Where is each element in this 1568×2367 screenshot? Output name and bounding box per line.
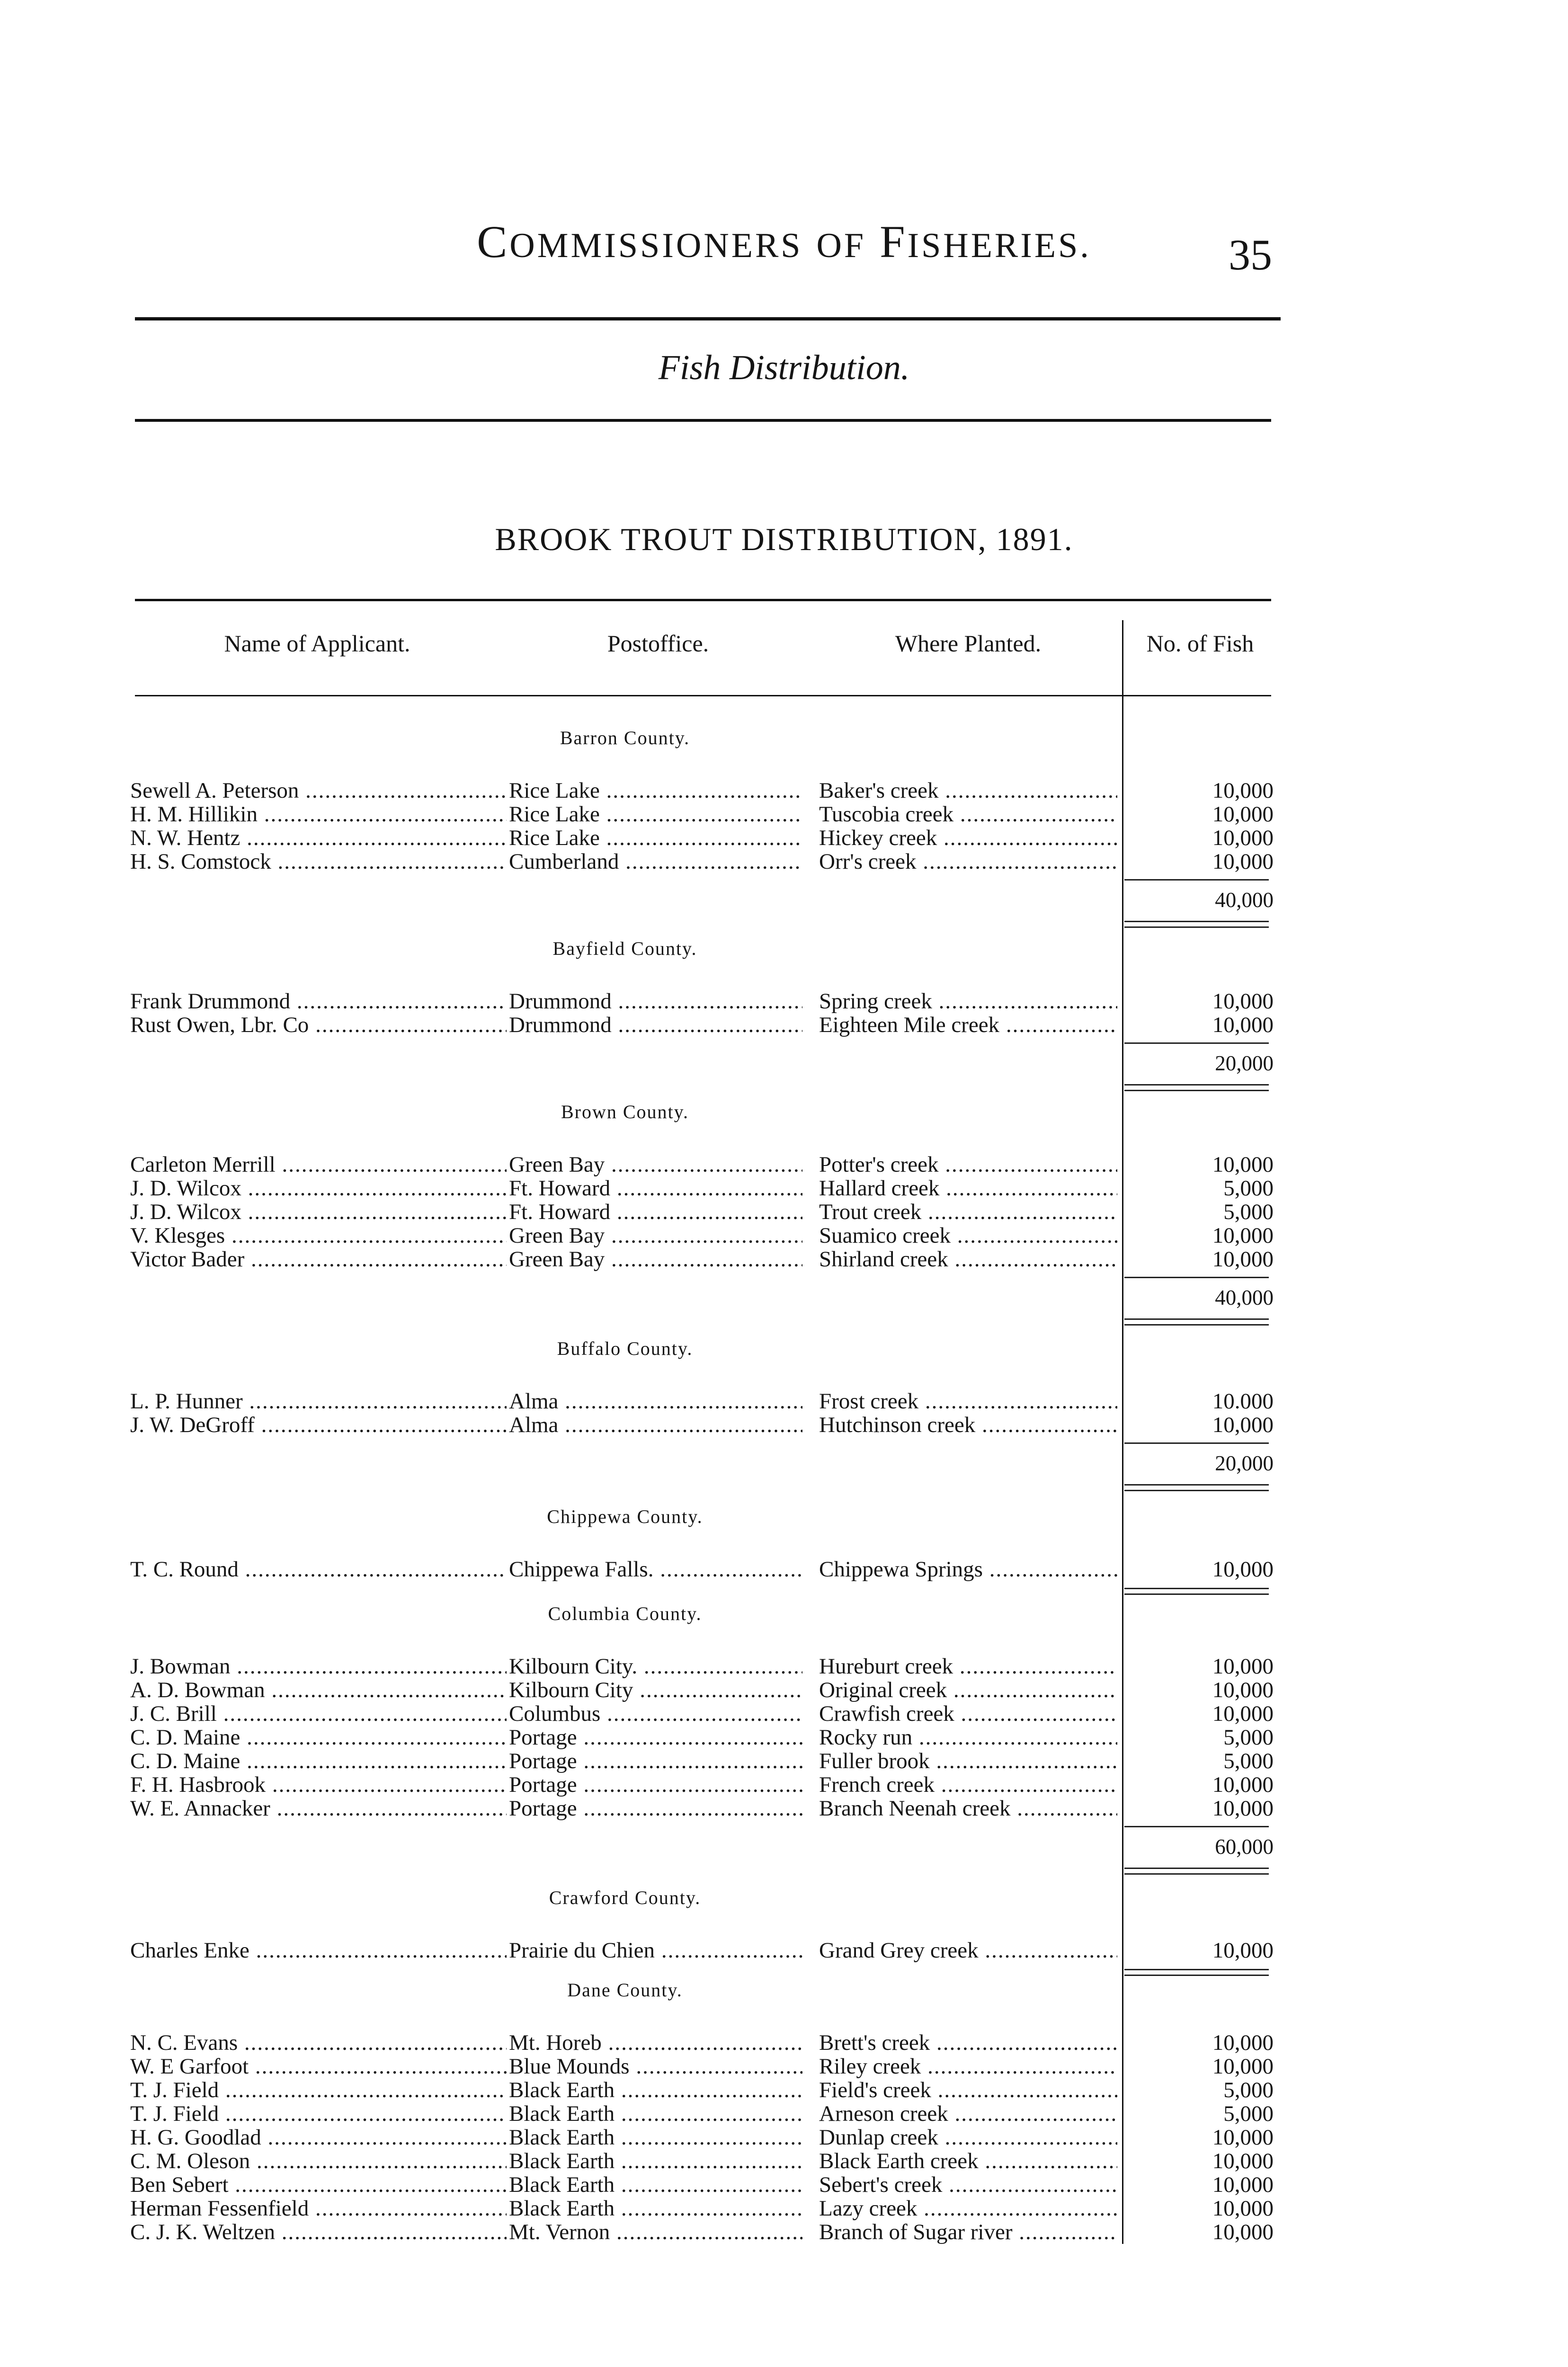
where-planted: Eighteen Mile creek ..... <box>819 1013 1117 1037</box>
applicant-name: Herman Fessenfield ..... <box>130 2197 507 2220</box>
county-heading: Dane County. <box>567 1979 683 2001</box>
postoffice: Blue Mounds ..... <box>509 2055 802 2078</box>
column-header-postoffice: Postoffice. <box>607 630 709 657</box>
fish-count: 10,000 <box>1212 1678 1274 1702</box>
fish-count: 10,000 <box>1212 2149 1274 2173</box>
postoffice: Prairie du Chien ..... <box>509 1939 802 1962</box>
postoffice: Mt. Horeb ..... <box>509 2031 802 2055</box>
fish-count: 5,000 <box>1223 1726 1274 1749</box>
postoffice: Drummond ..... <box>509 989 802 1013</box>
postoffice: Mt. Vernon ..... <box>509 2220 802 2244</box>
applicant-name: N. C. Evans ..... <box>130 2031 507 2055</box>
fish-count: 10,000 <box>1212 2173 1274 2197</box>
fish-count: 10,000 <box>1212 1557 1274 1581</box>
table-row <box>0 1013 1568 1037</box>
county-heading: Bayfield County. <box>552 938 697 959</box>
top-rule <box>135 317 1281 320</box>
postoffice: Ft. Howard ..... <box>509 1176 802 1200</box>
fish-count: 10,000 <box>1212 850 1274 873</box>
postoffice: Rice Lake ..... <box>509 826 802 850</box>
column-header-where: Where Planted. <box>895 630 1042 657</box>
fish-count: 5,000 <box>1223 2078 1274 2102</box>
fish-count: 10,000 <box>1212 2197 1274 2220</box>
county-heading: Chippewa County. <box>547 1506 703 1527</box>
subtotal-rule <box>1124 1826 1269 1827</box>
postoffice: Drummond ..... <box>509 1013 802 1037</box>
total-double-rule <box>1124 926 1269 928</box>
header-rule <box>135 695 1271 696</box>
where-planted: Hickey creek ..... <box>819 826 1117 850</box>
postoffice: Black Earth ..... <box>509 2102 802 2126</box>
postoffice: Cumberland ..... <box>509 850 802 873</box>
applicant-name: J. D. Wilcox ..... <box>130 1200 507 1224</box>
county-total: 40,000 <box>1215 1286 1274 1309</box>
table-row <box>0 1153 1568 1176</box>
applicant-name: W. E Garfoot ..... <box>130 2055 507 2078</box>
where-planted: Frost creek ..... <box>819 1389 1117 1413</box>
where-planted: Potter's creek ..... <box>819 1153 1117 1176</box>
fish-count: 10,000 <box>1212 1655 1274 1678</box>
county-heading: Brown County. <box>561 1101 689 1122</box>
postoffice: Portage ..... <box>509 1749 802 1773</box>
where-planted: Grand Grey creek ..... <box>819 1939 1117 1962</box>
table-row <box>0 2031 1568 2055</box>
applicant-name: T. J. Field ..... <box>130 2078 507 2102</box>
total-double-rule <box>1124 1873 1269 1875</box>
fish-count: 10,000 <box>1212 1413 1274 1437</box>
fish-count: 10,000 <box>1212 1224 1274 1247</box>
postoffice: Black Earth ..... <box>509 2078 802 2102</box>
where-planted: Black Earth creek ..... <box>819 2149 1117 2173</box>
table-top-rule <box>135 599 1271 601</box>
county-total: 40,000 <box>1215 888 1274 912</box>
where-planted: Brett's creek ..... <box>819 2031 1117 2055</box>
row-double-rule <box>1124 1593 1269 1595</box>
applicant-name: J. Bowman ..... <box>130 1655 507 1678</box>
total-double-rule <box>1124 921 1269 922</box>
table-row <box>0 2173 1568 2197</box>
section-title: Fish Distribution. <box>658 348 910 387</box>
row-double-rule <box>1124 1975 1269 1976</box>
where-planted: Arneson creek ..... <box>819 2102 1117 2126</box>
fish-count: 10,000 <box>1212 826 1274 850</box>
where-planted: Branch of Sugar river ..... <box>819 2220 1117 2244</box>
applicant-name: N. W. Hentz ..... <box>130 826 507 850</box>
postoffice: Rice Lake ..... <box>509 779 802 802</box>
fish-count: 10,000 <box>1212 2220 1274 2244</box>
where-planted: Shirland creek ..... <box>819 1247 1117 1271</box>
postoffice: Rice Lake ..... <box>509 802 802 826</box>
applicant-name: W. E. Annacker ..... <box>130 1797 507 1820</box>
table-row <box>0 1797 1568 1820</box>
postoffice: Chippewa Falls. ..... <box>509 1557 802 1581</box>
applicant-name: T. J. Field ..... <box>130 2102 507 2126</box>
table-row <box>0 850 1568 873</box>
where-planted: Hallard creek ..... <box>819 1176 1117 1200</box>
fish-count: 10,000 <box>1212 1247 1274 1271</box>
fish-count: 5,000 <box>1223 1176 1274 1200</box>
applicant-name: Rust Owen, Lbr. Co ..... <box>130 1013 507 1037</box>
applicant-name: C. D. Maine ..... <box>130 1726 507 1749</box>
total-double-rule <box>1124 1084 1269 1086</box>
postoffice: Alma ..... <box>509 1413 802 1437</box>
fish-count: 10,000 <box>1212 2126 1274 2149</box>
table-row <box>0 2220 1568 2244</box>
total-double-rule <box>1124 1868 1269 1869</box>
county-heading: Crawford County. <box>549 1887 701 1908</box>
where-planted: Baker's creek ..... <box>819 779 1117 802</box>
table-row <box>0 1200 1568 1224</box>
table-row <box>0 1247 1568 1271</box>
postoffice: Black Earth ..... <box>509 2173 802 2197</box>
total-double-rule <box>1124 1490 1269 1491</box>
fish-count: 10,000 <box>1212 2031 1274 2055</box>
page-number: 35 <box>1229 231 1272 279</box>
where-planted: Orr's creek ..... <box>819 850 1117 873</box>
section-rule <box>135 419 1271 422</box>
total-double-rule <box>1124 1318 1269 1320</box>
fish-count: 5,000 <box>1223 1749 1274 1773</box>
subtotal-rule <box>1124 879 1269 881</box>
table-row <box>0 1702 1568 1726</box>
where-planted: Branch Neenah creek ..... <box>819 1797 1117 1820</box>
table-row <box>0 2197 1568 2220</box>
table-row <box>0 2126 1568 2149</box>
fish-count: 10,000 <box>1212 1013 1274 1037</box>
where-planted: Hutchinson creek ..... <box>819 1413 1117 1437</box>
fish-count: 10,000 <box>1212 989 1274 1013</box>
where-planted: Rocky run ..... <box>819 1726 1117 1749</box>
table-row <box>0 1176 1568 1200</box>
table-row <box>0 1939 1568 1962</box>
fish-count: 10,000 <box>1212 1153 1274 1176</box>
table-row <box>0 1557 1568 1581</box>
postoffice: Green Bay ..... <box>509 1247 802 1271</box>
postoffice: Black Earth ..... <box>509 2197 802 2220</box>
where-planted: French creek ..... <box>819 1773 1117 1797</box>
applicant-name: Sewell A. Peterson ..... <box>130 779 507 802</box>
postoffice: Ft. Howard ..... <box>509 1200 802 1224</box>
applicant-name: Ben Sebert ..... <box>130 2173 507 2197</box>
applicant-name: J. W. DeGroff ..... <box>130 1413 507 1437</box>
postoffice: Columbus ..... <box>509 1702 802 1726</box>
where-planted: Sebert's creek ..... <box>819 2173 1117 2197</box>
applicant-name: J. D. Wilcox ..... <box>130 1176 507 1200</box>
table-row <box>0 2102 1568 2126</box>
total-double-rule <box>1124 1090 1269 1091</box>
where-planted: Fuller brook ..... <box>819 1749 1117 1773</box>
row-double-rule <box>1124 1588 1269 1589</box>
county-heading: Barron County. <box>560 727 690 748</box>
column-header-count: No. of Fish <box>1146 630 1254 657</box>
postoffice: Kilbourn City. ..... <box>509 1655 802 1678</box>
where-planted: Crawfish creek ..... <box>819 1702 1117 1726</box>
table-title: BROOK TROUT DISTRIBUTION, 1891. <box>495 521 1073 557</box>
county-heading: Columbia County. <box>548 1603 702 1624</box>
applicant-name: Frank Drummond ..... <box>130 989 507 1013</box>
fish-count: 10,000 <box>1212 1939 1274 1962</box>
applicant-name: C. D. Maine ..... <box>130 1749 507 1773</box>
total-double-rule <box>1124 1324 1269 1326</box>
applicant-name: Charles Enke ..... <box>130 1939 507 1962</box>
county-total: 20,000 <box>1215 1451 1274 1475</box>
postoffice: Black Earth ..... <box>509 2149 802 2173</box>
table-row <box>0 2149 1568 2173</box>
where-planted: Dunlap creek ..... <box>819 2126 1117 2149</box>
table-row <box>0 1389 1568 1413</box>
where-planted: Chippewa Springs ..... <box>819 1557 1117 1581</box>
fish-count: 10,000 <box>1212 802 1274 826</box>
applicant-name: Victor Bader ..... <box>130 1247 507 1271</box>
table-row <box>0 826 1568 850</box>
applicant-name: Carleton Merrill ..... <box>130 1153 507 1176</box>
applicant-name: F. H. Hasbrook ..... <box>130 1773 507 1797</box>
county-total: 60,000 <box>1215 1835 1274 1859</box>
postoffice: Black Earth ..... <box>509 2126 802 2149</box>
table-row <box>0 1655 1568 1678</box>
fish-count: 5,000 <box>1223 2102 1274 2126</box>
applicant-name: J. C. Brill ..... <box>130 1702 507 1726</box>
where-planted: Suamico creek ..... <box>819 1224 1117 1247</box>
table-row <box>0 779 1568 802</box>
county-heading: Buffalo County. <box>557 1338 693 1359</box>
table-row <box>0 1726 1568 1749</box>
where-planted: Lazy creek ..... <box>819 2197 1117 2220</box>
postoffice: Alma ..... <box>509 1389 802 1413</box>
where-planted: Tuscobia creek ..... <box>819 802 1117 826</box>
applicant-name: T. C. Round ..... <box>130 1557 507 1581</box>
table-row <box>0 1749 1568 1773</box>
subtotal-rule <box>1124 1042 1269 1044</box>
table-row <box>0 1678 1568 1702</box>
applicant-name: L. P. Hunner ..... <box>130 1389 507 1413</box>
fish-count: 10,000 <box>1212 2055 1274 2078</box>
fish-count: 5,000 <box>1223 1200 1274 1224</box>
table-row <box>0 1224 1568 1247</box>
table-row <box>0 989 1568 1013</box>
applicant-name: A. D. Bowman ..... <box>130 1678 507 1702</box>
applicant-name: H. S. Comstock ..... <box>130 850 507 873</box>
postoffice: Portage ..... <box>509 1797 802 1820</box>
running-head: COMMISSIONERS OF FISHERIES. <box>477 216 1091 267</box>
where-planted: Spring creek ..... <box>819 989 1117 1013</box>
where-planted: Hureburt creek ..... <box>819 1655 1117 1678</box>
fish-count: 10,000 <box>1212 779 1274 802</box>
county-total: 20,000 <box>1215 1051 1274 1075</box>
applicant-name: C. J. K. Weltzen ..... <box>130 2220 507 2244</box>
postoffice: Kilbourn City ..... <box>509 1678 802 1702</box>
subtotal-rule <box>1124 1442 1269 1444</box>
fish-count: 10,000 <box>1212 1797 1274 1820</box>
where-planted: Trout creek ..... <box>819 1200 1117 1224</box>
table-row <box>0 2055 1568 2078</box>
table-row <box>0 2078 1568 2102</box>
column-header-name: Name of Applicant. <box>224 630 410 657</box>
where-planted: Riley creek ..... <box>819 2055 1117 2078</box>
table-row <box>0 802 1568 826</box>
table-row <box>0 1773 1568 1797</box>
postoffice: Portage ..... <box>509 1726 802 1749</box>
postoffice: Green Bay ..... <box>509 1153 802 1176</box>
applicant-name: H. M. Hillikin ..... <box>130 802 507 826</box>
where-planted: Original creek ..... <box>819 1678 1117 1702</box>
fish-count: 10,000 <box>1212 1702 1274 1726</box>
fish-count: 10.000 <box>1212 1389 1274 1413</box>
where-planted: Field's creek ..... <box>819 2078 1117 2102</box>
postoffice: Portage ..... <box>509 1773 802 1797</box>
total-double-rule <box>1124 1484 1269 1486</box>
subtotal-rule <box>1124 1277 1269 1278</box>
fish-count: 10,000 <box>1212 1773 1274 1797</box>
applicant-name: V. Klesges ..... <box>130 1224 507 1247</box>
applicant-name: H. G. Goodlad ..... <box>130 2126 507 2149</box>
postoffice: Green Bay ..... <box>509 1224 802 1247</box>
applicant-name: C. M. Oleson ..... <box>130 2149 507 2173</box>
table-row <box>0 1413 1568 1437</box>
row-double-rule <box>1124 1969 1269 1970</box>
